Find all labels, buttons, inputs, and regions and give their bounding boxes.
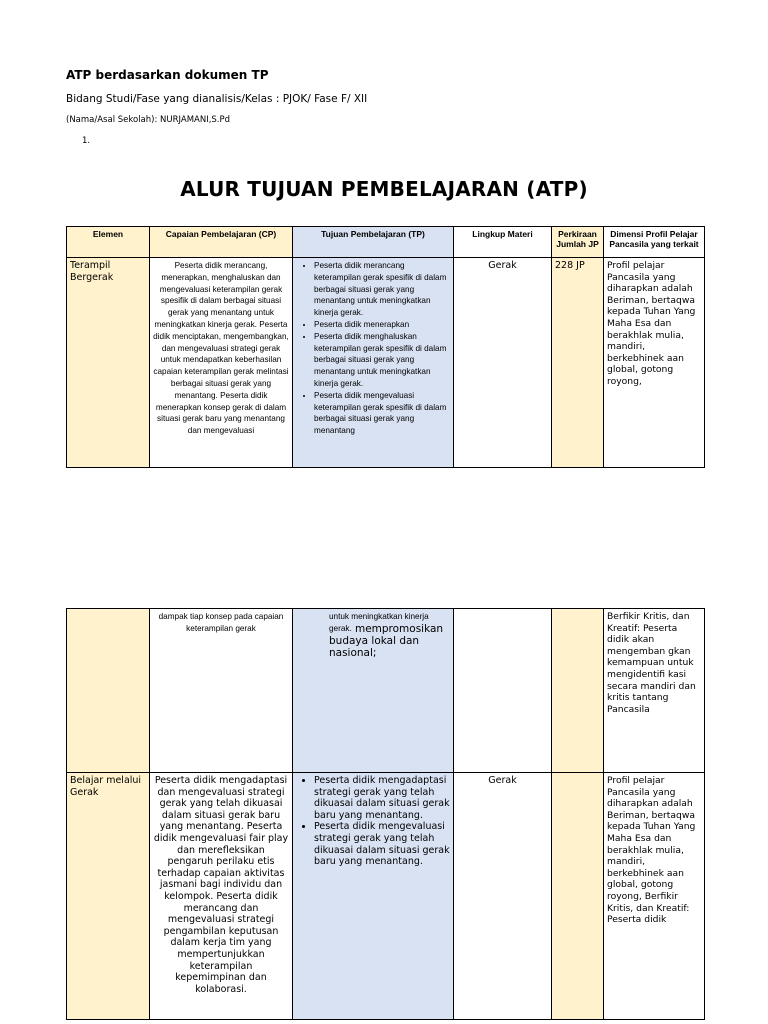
header-dimensi-profil: Dimensi Profil Pelajar Pancasila yang terkait (604, 227, 705, 258)
profil-cell: Profil pelajar Pancasila yang diharapkan adalah Beriman, bertaqwa kepada Tuhan Yang Maha Esa dan berakhlak mulia, mandiri, berkebhinek aan global, gotong royong, (604, 258, 705, 468)
tp-large-text: mempromosikan budaya lokal dan nasional; (329, 622, 444, 659)
atp-table-page2 (66, 608, 705, 1020)
table-row (67, 609, 705, 773)
cp-cell: Peserta didik mengadaptasi dan mengevaluasi strategi gerak yang telah dikuasai dalam situasi gerak baru yang menantang. Peserta didik mengevaluasi fair play dan merefleksikan pengaruh perilaku etis terhadap capaian aktivitas jasmani bagi individu dan kelompok. Peserta didik merancang dan mengevaluasi strategi pengambilan keputusan dalam kerja tim yang mempertunjukkan keterampilan kepemimpinan dan kolaborasi. (150, 773, 293, 1020)
elemen-cell: Belajar melalui Gerak (67, 773, 150, 1020)
tp-list (296, 775, 450, 868)
jp-cell: 228 JP (552, 258, 604, 468)
tp-cell (293, 609, 454, 773)
cp-cell: Peserta didik merancang, menerapkan, menghaluskan dan mengevaluasi keterampilan gerak spesifik di dalam berbagai situasi gerak yang menantang untuk meningkatkan kinerja gerak. Peserta didik menciptakan, mengembangkan, dan mengevaluasi strategi gerak untuk mendapatkan keberhasilan capaian keterampilan gerak melintasi berbagai situasi gerak yang menantang. Peserta didik menerapkan konsep gerak di dalam situasi gerak baru yang menantang dan mengevaluasi (150, 258, 293, 468)
lingkup-cell: Gerak (454, 773, 552, 1020)
table-row (67, 258, 705, 468)
profil-cell: Berfikir Kritis, dan Kreatif: Peserta didik akan mengemban gkan kemampuan untuk mengidentifi kasi secara mandiri dan kritis tantang Pancasila (604, 609, 705, 773)
subject-phase-class-line: Bidang Studi/Fase yang dianalisis/Kelas : PJOK/ Fase F/ XII (66, 93, 368, 105)
lingkup-cell: Gerak (454, 258, 552, 468)
document-heading: ATP berdasarkan dokumen TP (66, 68, 269, 82)
lingkup-cell (454, 609, 552, 773)
tp-item: • Peserta didik mengevaluasi strategi gerak yang telah dikuasai dalam situasi gerak baru yang menantang. (314, 821, 450, 867)
tp-cell (293, 773, 454, 1020)
profil-cell: Profil pelajar Pancasila yang diharapkan adalah Beriman, bertaqwa kepada Tuhan Yang Maha Esa dan berakhlak mulia, mandiri, berkebhinek aan global, gotong royong, Berfikir Kritis, dan Kreatif: Peserta didik (604, 773, 705, 1020)
cp-cell: dampak tiap konsep pada capaian keterampilan gerak (150, 609, 293, 773)
tp-list (296, 260, 450, 437)
jp-cell (552, 773, 604, 1020)
header-cp: Capaian Pembelajaran (CP) (150, 227, 293, 258)
list-number: 1. (82, 136, 91, 146)
elemen-cell (67, 609, 150, 773)
header-jumlah-jp: Perkiraan Jumlah JP (552, 227, 604, 258)
tp-cell (293, 258, 454, 468)
page-title: ALUR TUJUAN PEMBELAJARAN (ATP) (180, 177, 588, 201)
tp-item: • Peserta didik merancang keterampilan gerak spesifik di dalam berbagai situasi gerak yang menantang untuk meningkatkan kinerja gerak. (314, 260, 450, 319)
header-elemen: Elemen (67, 227, 150, 258)
table-row (67, 773, 705, 1020)
tp-item: • Peserta didik mengadaptasi strategi gerak yang telah dikuasai dalam situasi gerak baru yang menantang. (314, 775, 450, 821)
table-header-row (67, 227, 705, 258)
tp-item: • Peserta didik mengevaluasi keterampilan gerak spesifik di dalam berbagai situasi gerak yang menantang (314, 390, 450, 437)
jp-cell (552, 609, 604, 773)
atp-table-page1 (66, 226, 705, 468)
teacher-school-line: (Nama/Asal Sekolah): NURJAMANI,S.Pd (66, 115, 231, 125)
header-tp: Tujuan Pembelajaran (TP) (293, 227, 454, 258)
header-lingkup-materi: Lingkup Materi (454, 227, 552, 258)
tp-continuation-text: untuk meningkatkan kinerja gerak. (329, 612, 429, 633)
elemen-cell: Terampil Bergerak (67, 258, 150, 468)
tp-item: • Peserta didik menerapkan (314, 319, 450, 331)
tp-item: • Peserta didik menghaluskan keterampilan gerak spesifik di dalam berbagai situasi gerak yang menantang untuk meningkatkan kinerja gerak. (314, 331, 450, 390)
